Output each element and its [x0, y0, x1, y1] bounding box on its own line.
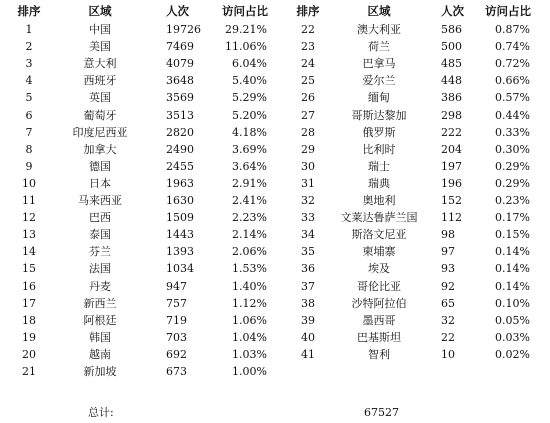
- rank-cell: 38: [301, 296, 315, 310]
- rank-cell: 29: [301, 142, 315, 156]
- count-cell: 4079: [166, 57, 194, 71]
- share-cell: 0.14%: [495, 279, 530, 293]
- count-cell: 32: [441, 313, 455, 327]
- rank-cell: 26: [301, 91, 315, 105]
- header-count: 人次: [441, 4, 464, 18]
- region-cell: 荷兰: [368, 40, 390, 54]
- region-cell: 缅甸: [368, 91, 390, 105]
- share-cell: 0.29%: [495, 159, 530, 173]
- rank-cell: 18: [22, 313, 36, 327]
- table-row: [0, 175, 550, 192]
- share-cell: 0.10%: [495, 296, 530, 310]
- table-row: [0, 55, 550, 72]
- region-cell: 印度尼西亚: [72, 125, 128, 139]
- region-cell: 德国: [89, 159, 111, 173]
- region-cell: 西班牙: [83, 74, 117, 88]
- region-cell: 澳大利亚: [357, 23, 401, 36]
- region-cell: 马来西亚: [78, 194, 122, 207]
- share-cell: 2.23%: [232, 211, 267, 225]
- count-cell: 757: [166, 296, 187, 310]
- count-cell: 98: [441, 228, 455, 242]
- table-row: [0, 226, 550, 243]
- count-cell: 947: [166, 279, 187, 293]
- rank-cell: 15: [22, 262, 36, 276]
- count-cell: 692: [166, 347, 187, 361]
- share-cell: 0.14%: [495, 245, 530, 259]
- rank-cell: 19: [22, 330, 36, 344]
- rank-cell: 31: [301, 176, 315, 190]
- share-cell: 0.74%: [495, 40, 530, 54]
- table-row: [0, 346, 550, 363]
- share-cell: 0.44%: [495, 108, 530, 122]
- region-cell: 韩国: [89, 330, 111, 344]
- share-cell: 1.12%: [232, 296, 267, 310]
- rank-cell: 27: [301, 108, 315, 122]
- region-cell: 美国: [89, 40, 111, 54]
- region-cell: 比利时: [362, 142, 396, 156]
- count-cell: 7469: [166, 40, 194, 54]
- header-region: 区域: [88, 4, 112, 18]
- region-cell: 哥斯达黎加: [351, 108, 407, 122]
- share-cell: 5.29%: [232, 91, 267, 105]
- table-row: [0, 278, 550, 295]
- table-row: [0, 38, 550, 55]
- count-cell: 1393: [166, 245, 194, 259]
- table-row: [0, 89, 550, 106]
- share-cell: 1.06%: [232, 313, 267, 327]
- share-cell: 0.14%: [495, 262, 530, 276]
- region-cell: 英国: [89, 91, 111, 105]
- count-cell: 3648: [166, 74, 194, 88]
- region-cell: 哥伦比亚: [357, 279, 401, 293]
- share-cell: 0.03%: [495, 330, 530, 344]
- share-cell: 2.91%: [232, 176, 267, 190]
- region-cell: 瑞士: [368, 159, 390, 173]
- rank-cell: 34: [301, 228, 315, 242]
- rank-cell: 11: [22, 194, 36, 207]
- region-cell: 爱尔兰: [362, 74, 396, 88]
- share-cell: 0.17%: [495, 211, 530, 225]
- table-row: [0, 107, 550, 124]
- table-row: [0, 209, 550, 226]
- header-share: 访问占比: [222, 4, 268, 18]
- count-cell: 500: [441, 40, 462, 54]
- region-cell: 日本: [89, 176, 111, 190]
- count-cell: 2455: [166, 159, 194, 173]
- share-cell: 6.04%: [232, 57, 267, 71]
- count-cell: 92: [441, 279, 455, 293]
- count-cell: 65: [441, 296, 455, 310]
- rank-cell: 23: [301, 40, 315, 54]
- table-row: [0, 21, 550, 38]
- count-cell: 586: [441, 23, 462, 36]
- rank-cell: 37: [301, 279, 315, 293]
- table-row: [0, 260, 550, 277]
- table-row: [0, 295, 550, 312]
- share-cell: 1.00%: [232, 365, 267, 378]
- total-label: 总计:: [88, 406, 114, 419]
- rank-cell: 3: [25, 57, 33, 71]
- count-cell: 2820: [166, 125, 194, 139]
- share-cell: 0.57%: [495, 91, 530, 105]
- share-cell: 0.72%: [495, 57, 530, 71]
- count-cell: 22: [441, 330, 455, 344]
- share-cell: 2.14%: [232, 228, 267, 242]
- share-cell: 0.33%: [495, 125, 530, 139]
- rank-cell: 5: [25, 91, 33, 105]
- region-cell: 葡萄牙: [83, 108, 117, 122]
- region-cell: 文莱达鲁萨兰国: [340, 211, 418, 225]
- rank-cell: 4: [25, 74, 33, 88]
- rank-cell: 28: [301, 125, 315, 139]
- share-cell: 2.06%: [232, 245, 267, 259]
- region-cell: 巴基斯坦: [357, 330, 401, 344]
- rank-cell: 41: [301, 347, 315, 361]
- table-row: [0, 243, 550, 260]
- rank-cell: 22: [301, 23, 315, 36]
- region-cell: 新加坡: [83, 365, 117, 378]
- region-cell: 中国: [89, 23, 111, 36]
- header-count: 人次: [166, 4, 189, 18]
- header-share: 访问占比: [485, 4, 531, 18]
- share-cell: 3.69%: [232, 142, 267, 156]
- header-rank: 排序: [296, 4, 320, 18]
- count-cell: 3569: [166, 91, 194, 105]
- share-cell: 0.87%: [495, 23, 530, 36]
- share-cell: 3.64%: [232, 159, 267, 173]
- table-row: [0, 124, 550, 141]
- share-cell: 1.40%: [232, 279, 267, 293]
- rank-cell: 13: [22, 228, 36, 242]
- count-cell: 204: [441, 142, 462, 156]
- rank-cell: 6: [25, 108, 33, 122]
- share-cell: 5.20%: [232, 108, 267, 122]
- rank-cell: 14: [22, 245, 36, 259]
- header-region: 区域: [367, 4, 391, 18]
- region-cell: 智利: [368, 347, 390, 361]
- count-cell: 93: [441, 262, 455, 276]
- share-cell: 0.30%: [495, 142, 530, 156]
- rank-cell: 35: [301, 245, 315, 259]
- count-cell: 1630: [166, 194, 194, 207]
- region-cell: 新西兰: [83, 296, 117, 310]
- count-cell: 19726: [166, 23, 201, 36]
- rank-cell: 36: [301, 262, 315, 276]
- total-value: 67527: [364, 406, 399, 419]
- count-cell: 1509: [166, 211, 194, 225]
- table-row: [0, 312, 550, 329]
- count-cell: 448: [441, 74, 462, 88]
- region-cell: 加拿大: [83, 142, 117, 156]
- rank-cell: 25: [301, 74, 315, 88]
- share-cell: 11.06%: [225, 40, 267, 54]
- count-cell: 97: [441, 245, 455, 259]
- table-row: [0, 192, 550, 209]
- rank-cell: 30: [301, 159, 315, 173]
- region-cell: 芬兰: [89, 245, 111, 259]
- region-cell: 斯洛文尼亚: [351, 228, 407, 242]
- count-cell: 3513: [166, 108, 194, 122]
- table-row: [0, 363, 550, 380]
- rank-cell: 17: [22, 296, 36, 310]
- count-cell: 2490: [166, 142, 194, 156]
- region-cell: 法国: [89, 262, 111, 276]
- share-cell: 1.04%: [232, 330, 267, 344]
- region-cell: 瑞典: [368, 176, 390, 190]
- rank-cell: 10: [22, 176, 36, 190]
- table-row: [0, 141, 550, 158]
- region-cell: 墨西哥: [362, 313, 396, 327]
- rank-cell: 9: [25, 159, 33, 173]
- rank-cell: 12: [22, 211, 36, 225]
- rank-cell: 33: [301, 211, 315, 225]
- count-cell: 222: [441, 125, 462, 139]
- rank-cell: 16: [22, 279, 36, 293]
- rank-cell: 32: [301, 194, 315, 207]
- share-cell: 0.02%: [495, 347, 530, 361]
- count-cell: 1443: [166, 228, 194, 242]
- share-cell: 0.23%: [495, 194, 530, 207]
- share-cell: 2.41%: [232, 194, 267, 207]
- share-cell: 29.21%: [225, 23, 267, 36]
- table-row: [0, 329, 550, 346]
- share-cell: 1.53%: [232, 262, 267, 276]
- region-cell: 越南: [89, 347, 111, 361]
- share-cell: 1.03%: [232, 347, 267, 361]
- region-cell: 柬埔寨: [362, 245, 396, 259]
- rank-cell: 21: [22, 365, 36, 378]
- count-cell: 673: [166, 365, 187, 378]
- count-cell: 1034: [166, 262, 194, 276]
- region-cell: 巴西: [89, 211, 111, 225]
- share-cell: 0.29%: [495, 176, 530, 190]
- region-cell: 奥地利: [362, 194, 396, 207]
- count-cell: 1963: [166, 176, 194, 190]
- share-cell: 4.18%: [232, 125, 267, 139]
- share-cell: 0.15%: [495, 228, 530, 242]
- rank-cell: 8: [25, 142, 33, 156]
- count-cell: 196: [441, 176, 462, 190]
- region-cell: 丹麦: [89, 279, 111, 293]
- rank-cell: 20: [22, 347, 36, 361]
- table-row: [0, 72, 550, 89]
- share-cell: 5.40%: [232, 74, 267, 88]
- rank-cell: 39: [301, 313, 315, 327]
- rank-cell: 1: [25, 23, 33, 36]
- count-cell: 152: [441, 194, 462, 207]
- region-cell: 巴拿马: [362, 57, 396, 71]
- count-cell: 485: [441, 57, 462, 71]
- rank-cell: 7: [25, 125, 33, 139]
- share-cell: 0.05%: [495, 313, 530, 327]
- table-row: [0, 158, 550, 175]
- region-cell: 埃及: [368, 262, 390, 276]
- count-cell: 197: [441, 159, 462, 173]
- region-cell: 泰国: [89, 228, 111, 242]
- region-cell: 俄罗斯: [362, 125, 396, 139]
- region-cell: 沙特阿拉伯: [351, 296, 407, 310]
- region-cell: 阿根廷: [83, 313, 117, 327]
- share-cell: 0.66%: [495, 74, 530, 88]
- count-cell: 112: [441, 211, 462, 225]
- region-cell: 意大利: [83, 57, 117, 71]
- rank-cell: 40: [301, 330, 315, 344]
- count-cell: 703: [166, 330, 187, 344]
- count-cell: 719: [166, 313, 187, 327]
- header-rank: 排序: [17, 4, 41, 18]
- count-cell: 386: [441, 91, 462, 105]
- count-cell: 10: [441, 347, 455, 361]
- rank-cell: 2: [25, 40, 33, 54]
- rank-cell: 24: [301, 57, 315, 71]
- count-cell: 298: [441, 108, 462, 122]
